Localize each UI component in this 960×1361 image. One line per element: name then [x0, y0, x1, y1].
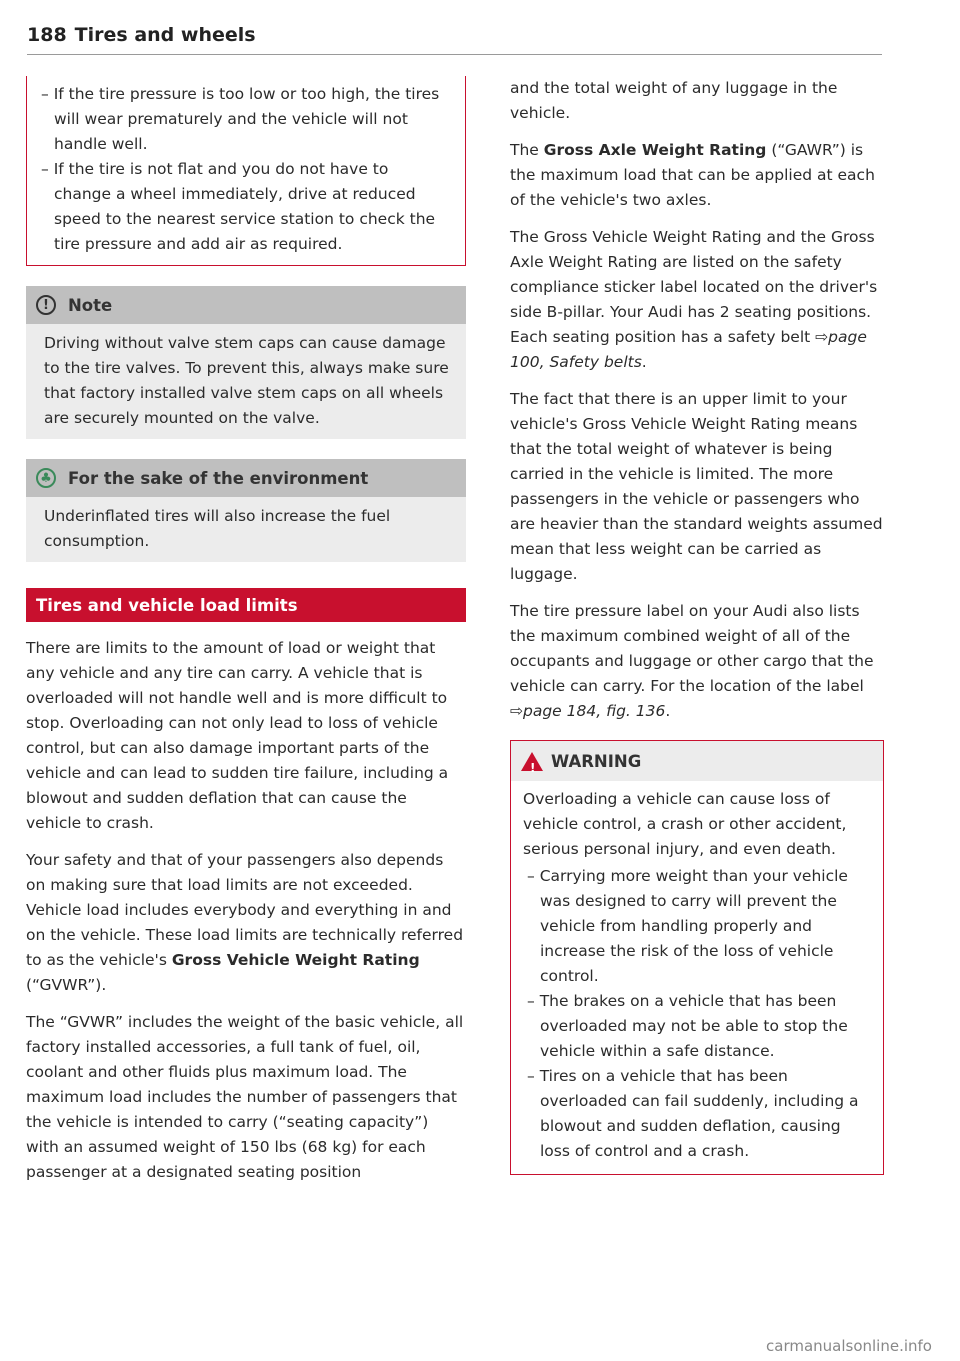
page-reference-link[interactable]: ⇨page 184, fig. 136	[510, 702, 666, 720]
warning-continuation-box	[26, 76, 466, 266]
paragraph	[510, 599, 884, 724]
bold-term: Gross Vehicle Weight Rating	[171, 951, 420, 969]
warning-intro: Overloading a vehicle can cause loss of vehicle control, a crash or other accident, serious personal injury, and even death.	[523, 790, 847, 858]
bold-term: Gross Axle Weight Rating	[543, 141, 767, 159]
page-header	[27, 24, 882, 55]
warning-header	[511, 741, 883, 781]
text-span: .	[665, 702, 671, 720]
text-span: (“GAWR”) is the maximum load that can be applied at each of the vehicle's two axles.	[510, 141, 875, 209]
paragraph	[510, 225, 884, 375]
left-column	[26, 76, 466, 1197]
environment-header	[26, 459, 466, 497]
paragraph: There are limits to the amount of load or weight that any vehicle and any tire can carry. A vehicle that is overloaded will not handle well and is more difficult to stop. Overloading can not only lead to loss of vehicle control, but can also damage important parts of the vehicle and can lead to sudden tire failure, including a blowout and sudden deflation that can cause the vehicle to crash.	[26, 639, 449, 832]
warning-triangle-icon	[521, 752, 543, 771]
list-item: – If the tire is not flat and you do not have to change a wheel immediately, drive at reduced speed to the nearest service station to check the tire pressure and add air as required.	[37, 157, 449, 257]
note-box	[26, 286, 466, 439]
page-number: 188	[27, 24, 67, 46]
text-span: The tire pressure label on your Audi also lists the maximum combined weight of all of the occupants and luggage or other cargo that the vehicle can carry. For the location of the label	[510, 602, 874, 695]
paragraph: The fact that there is an upper limit to your vehicle's Gross Vehicle Weight Rating means that the total weight of whatever is being carried in the vehicle is limited. The more passengers in the vehicle or passengers who are heavier than the standard weights assumed mean that less weight can be carried as luggage.	[510, 390, 883, 583]
text-span: The Gross Vehicle Weight Rating and the Gross Axle Weight Rating are listed on the safety compliance sticker label located on the driver's side B-pillar. Your Audi has 2 seating positions. Each seating position has a safety belt	[510, 228, 878, 346]
environment-title: For the sake of the environment	[68, 468, 369, 488]
note-title: Note	[68, 295, 113, 315]
section-heading: Tires and vehicle load limits	[26, 588, 466, 622]
text-span: (“GVWR”).	[26, 976, 107, 994]
list-item: – Tires on a vehicle that has been overloaded can fail suddenly, including a blowout and sudden deflation, causing loss of control and a crash.	[523, 1064, 867, 1164]
text-span: Your safety and that of your passengers also depends on making sure that load limits are not exceeded. Vehicle load includes everybody and everything in and on the vehicle. These load limits are technically referred to as the vehicle's	[26, 851, 464, 969]
list-item: – If the tire pressure is too low or too high, the tires will wear prematurely and the vehicle will not handle well.	[37, 82, 449, 157]
text-span: The	[510, 141, 544, 159]
leaf-icon: ♣	[36, 468, 56, 488]
warning-title: WARNING	[551, 751, 642, 771]
exclamation-icon: !	[36, 295, 56, 315]
warning-box	[510, 740, 884, 1175]
note-text: Driving without valve stem caps can cause damage to the tire valves. To prevent this, always make sure that factory installed valve stem caps on all wheels are securely mounted on the valve.	[44, 334, 449, 427]
text-span: .	[641, 353, 647, 371]
right-column	[510, 76, 884, 1175]
warning-body	[511, 781, 883, 1174]
list-item: – The brakes on a vehicle that has been overloaded may not be able to stop the vehicle within a safe distance.	[523, 989, 867, 1064]
chapter-title: Tires and wheels	[74, 24, 256, 46]
note-header	[26, 286, 466, 324]
list-item: – Carrying more weight than your vehicle was designed to carry will prevent the vehicle from handling properly and increase the risk of the loss of vehicle control.	[523, 864, 867, 989]
page-reference-link[interactable]: ⇨page 100, Safety belts	[510, 328, 867, 371]
environment-text: Underinflated tires will also increase the fuel consumption.	[44, 507, 391, 550]
environment-box	[26, 459, 466, 562]
paragraph: The “GVWR” includes the weight of the basic vehicle, all factory installed accessories, a full tank of fuel, oil, coolant and other fluids plus maximum load. The maximum load includes the number of passengers that the vehicle is intended to carry (“seating capacity”) with an assumed weight of 150 lbs (68 kg) for each passenger at a designated seating position	[26, 1013, 464, 1181]
watermark: carmanualsonline.info	[766, 1337, 932, 1355]
paragraph: and the total weight of any luggage in the vehicle.	[510, 79, 838, 122]
paragraph	[26, 848, 466, 998]
paragraph	[510, 138, 884, 213]
